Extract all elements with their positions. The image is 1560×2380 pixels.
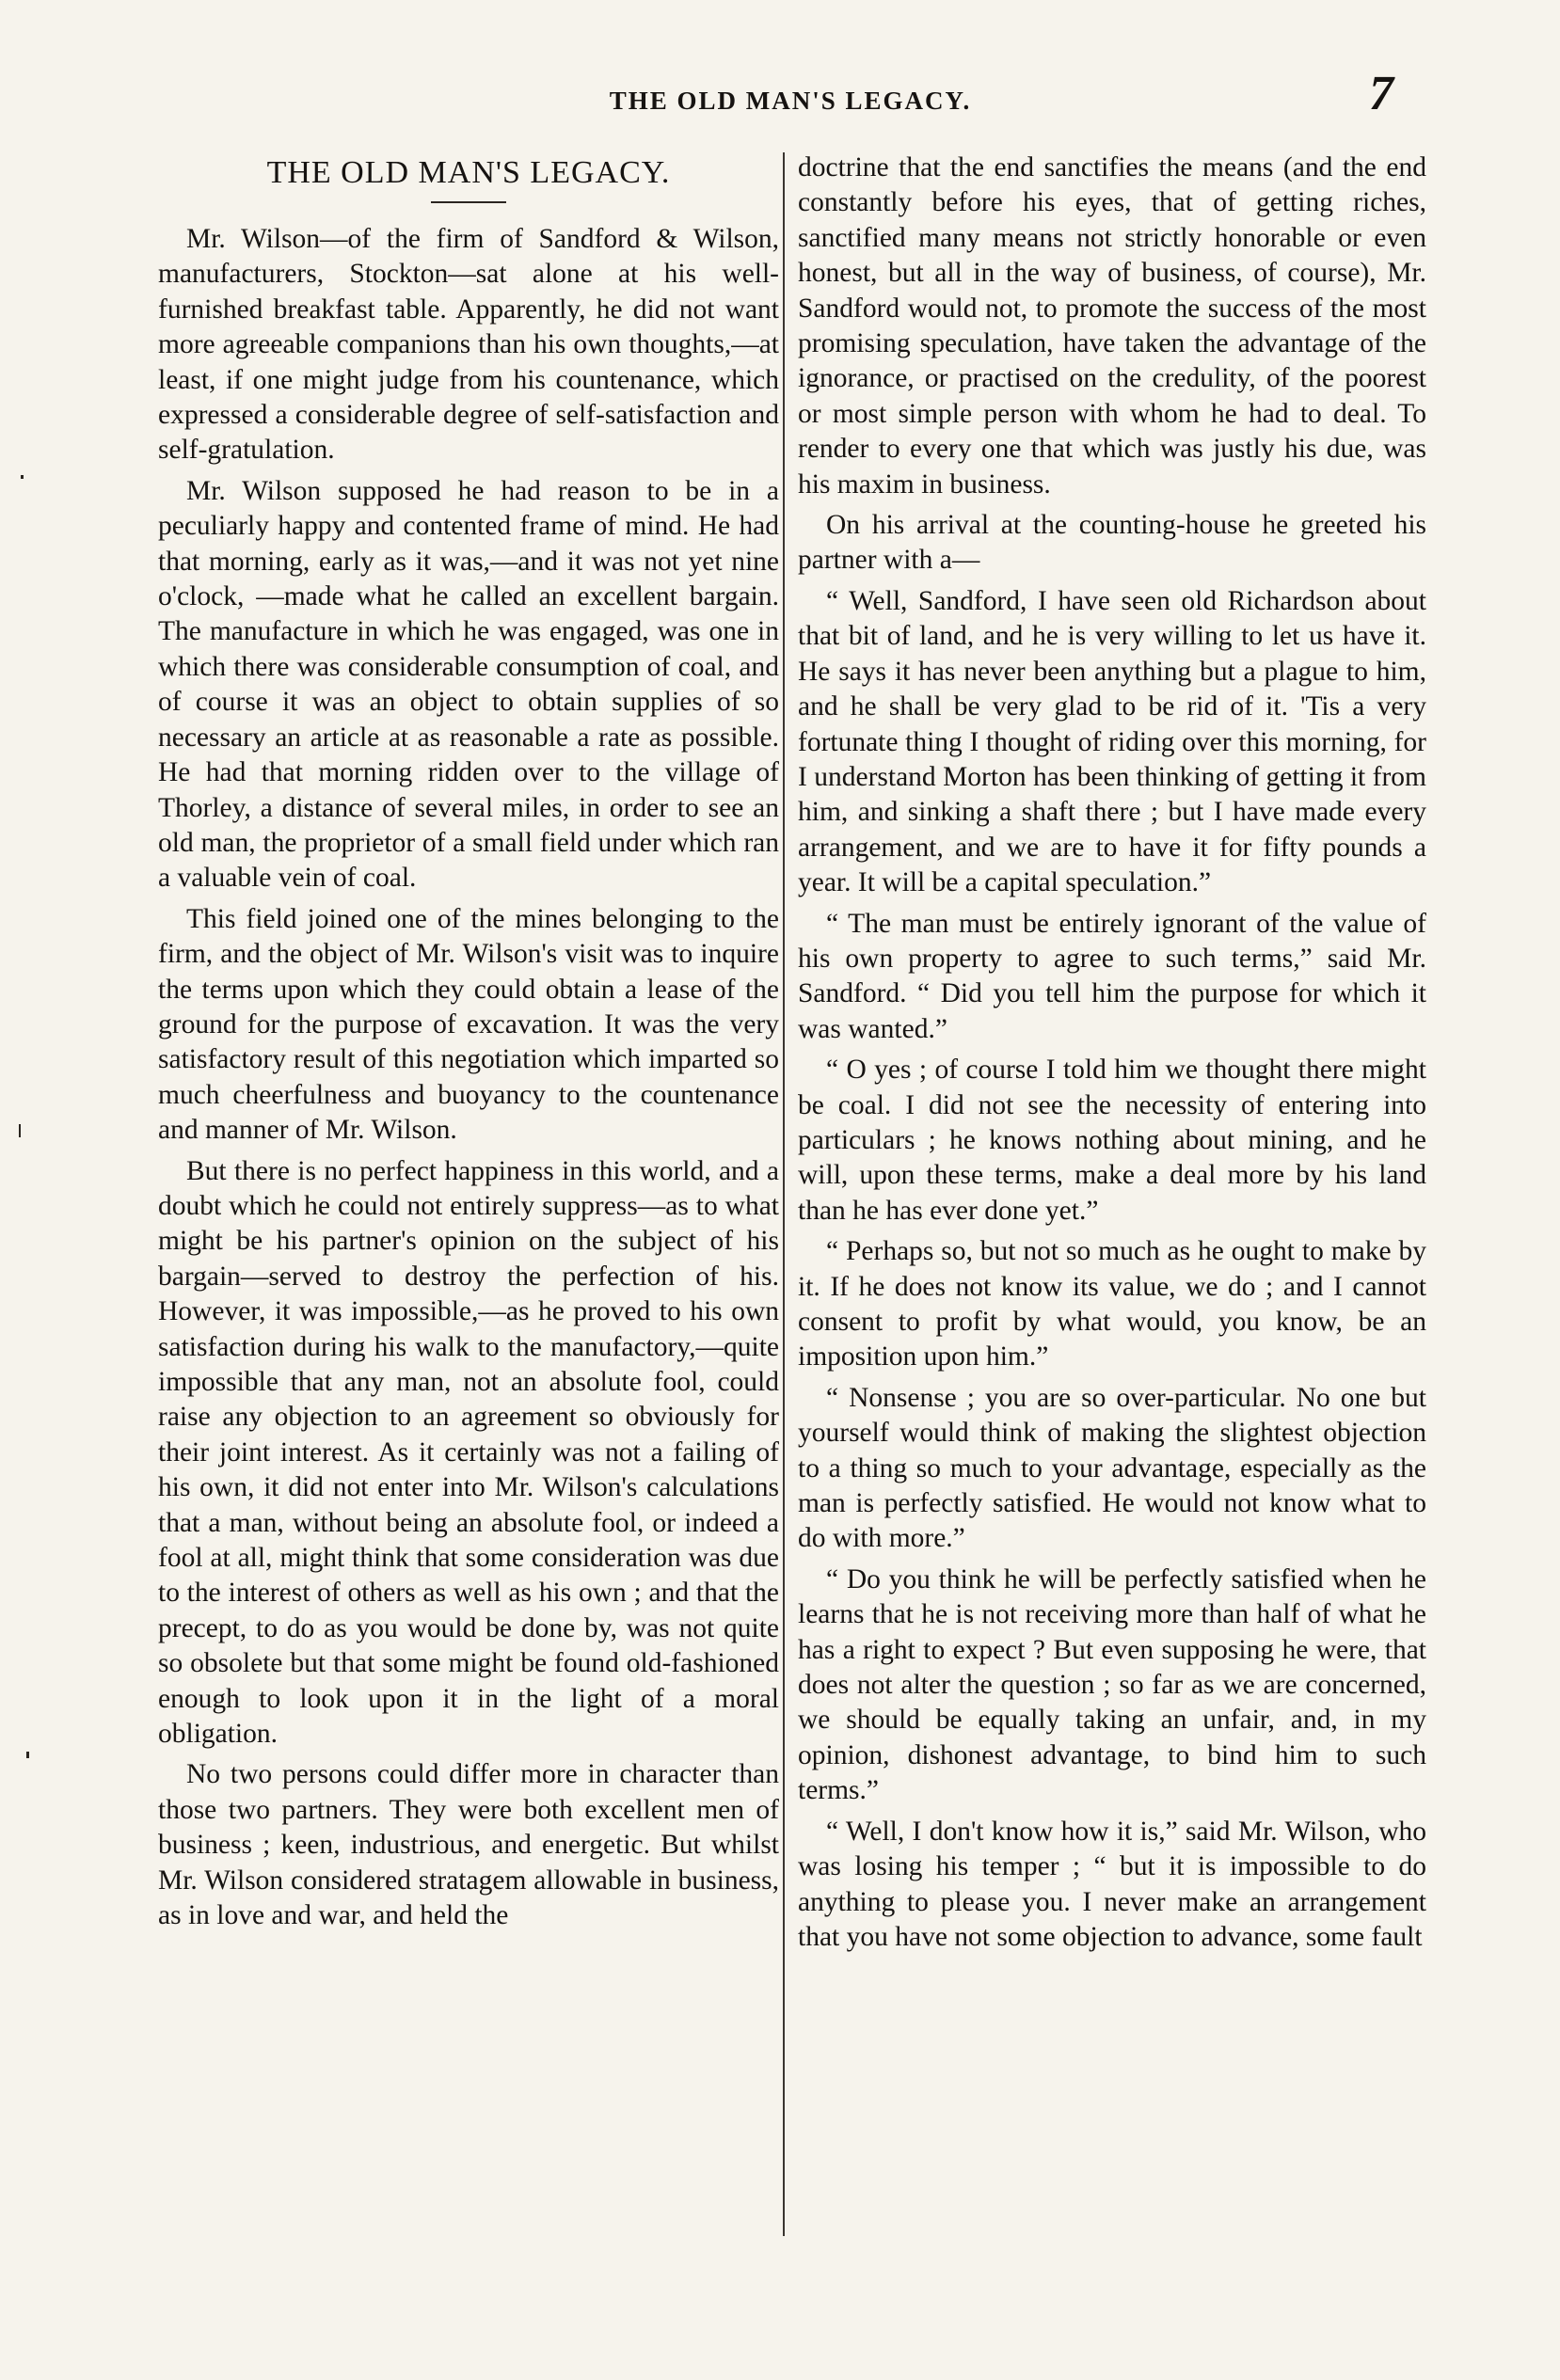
column-divider <box>783 152 785 2236</box>
article-title: THE OLD MAN'S LEGACY. <box>266 155 671 190</box>
page-number: 7 <box>1369 67 1393 120</box>
paragraph: Mr. Wilson—of the firm of Sandford & Wilson, manufacturers, Stockton—sat alone at his well-furnished breakfast table. Apparently, he did not want more agreeable companions than his own thoughts,—at least, if one might judge from his countenance, which expressed a considerable degree of self-satisfaction and self-gratulation. <box>158 224 779 466</box>
scan-speck <box>26 1752 29 1758</box>
paragraph: “ Perhaps so, but not so much as he ought to make by it. If he does not know its value, we do ; and I cannot consent to profit by what would, you know, be an imposition upon him.” <box>798 1236 1426 1372</box>
paragraph: “ Well, I don't know how it is,” said Mr. Wilson, who was losing his temper ; “ but it is impossible to do anything to please you. I never make an arrangement that you have not some objection to advance, some fault <box>798 1816 1426 1952</box>
paragraph: But there is no perfect happiness in this world, and a doubt which he could not entirely suppress—as to what might be his partner's opinion on the subject of his bargain—served to destroy the perfection of his. However, it was impossible,—as he proved to his own satisfaction during his walk to the manufactory,—quite impossible that any man, not an absolute fool, could raise any objection to an agreement so obviously for their joint interest. As it certainly was not a failing of his own, it did not enter into Mr. Wilson's calculations that a man, without being an absolute fool, or indeed a fool at all, might think that some consideration was due to the interest of others as well as his own ; and that the precept, to do as you would be done by, was not quite so obsolete but that some might be found old-fashioned enough to look upon it in the light of a moral obligation. <box>158 1155 779 1750</box>
paragraph: Mr. Wilson supposed he had reason to be in a peculiarly happy and contented frame of mind. He had that morning, early as it was,—and it was not yet nine o'clock, —made what he called an excellent bargain. The manufacture in which he was engaged, was one in which there was considerable consumption of coal, and of course it was an object to obtain supplies of so necessary an article at as reasonable a rate as possible. He had that morning ridden over to the village of Thorley, a distance of several miles, in order to see an old man, the proprietor of a small field under which ran a valuable vein of coal. <box>158 475 779 894</box>
paragraph: No two persons could differ more in character than those two partners. They were both excellent men of business ; keen, industrious, and energetic. But whilst Mr. Wilson considered stratagem allowable in business, as in love and war, and held the <box>158 1759 779 1931</box>
scan-speck <box>19 1124 21 1137</box>
left-column <box>158 151 779 1940</box>
paragraph: “ The man must be entirely ignorant of the value of his own property to agree to such terms,” said Mr. Sandford. “ Did you tell him the purpose for which it was wanted.” <box>798 908 1426 1044</box>
scan-speck <box>21 475 24 479</box>
paragraph: This field joined one of the mines belonging to the firm, and the object of Mr. Wilson's visit was to inquire the terms upon which they could obtain a lease of the ground for the purpose of excavation. It was the very satisfactory result of this negotiation which imparted so much cheerfulness and buoyancy to the countenance and manner of Mr. Wilson. <box>158 903 779 1146</box>
paragraph: “ Do you think he will be perfectly satisfied when he learns that he is not receiving more than half of what he has a right to expect ? But even supposing he were, that does not alter the question ; so far as we are concerned, we should be equally taking an unfair, and, in my opinion, dishonest advantage, to bind him to such terms.” <box>798 1563 1426 1806</box>
running-head: THE OLD MAN'S LEGACY. <box>609 87 972 115</box>
paragraph: On his arrival at the counting-house he greeted his partner with a— <box>798 510 1426 576</box>
paragraph: “ O yes ; of course I told him we thought there might be coal. I did not see the necessity of entering into particulars ; he knows nothing about mining, and he will, upon these terms, make a deal more by his land than he has ever done yet.” <box>798 1055 1426 1226</box>
paragraph: doctrine that the end sanctifies the means (and the end constantly before his eyes, that of getting riches, sanctified many means not strictly honorable or even honest, but all in the way of business, of course), Mr. Sandford would not, to promote the success of the most promising speculation, have taken the advantage of the ignorance, or practised on the credulity, of the poorest or most simple person with whom he had to deal. To render to every one that which was justly his due, was his maxim in business. <box>798 152 1426 500</box>
paragraph: “ Well, Sandford, I have seen old Richardson about that bit of land, and he is very willing to let us have it. He says it has never been anything but a plague to him, and he shall be very glad to be rid of it. 'Tis a very fortunate thing I thought of riding over this morning, for I understand Morton has been thinking of getting it from him, and sinking a shaft there ; but I have made every arrangement, and we are to have it for fifty pounds a year. It will be a capital speculation.” <box>798 585 1426 898</box>
paragraph: “ Nonsense ; you are so over-particular. No one but yourself would think of making the slightest objection to a thing so much to your advantage, especially as the man is perfectly satisfied. He would not know what to do with more.” <box>798 1382 1426 1554</box>
right-column <box>798 151 1426 1960</box>
title-rule <box>431 201 506 203</box>
